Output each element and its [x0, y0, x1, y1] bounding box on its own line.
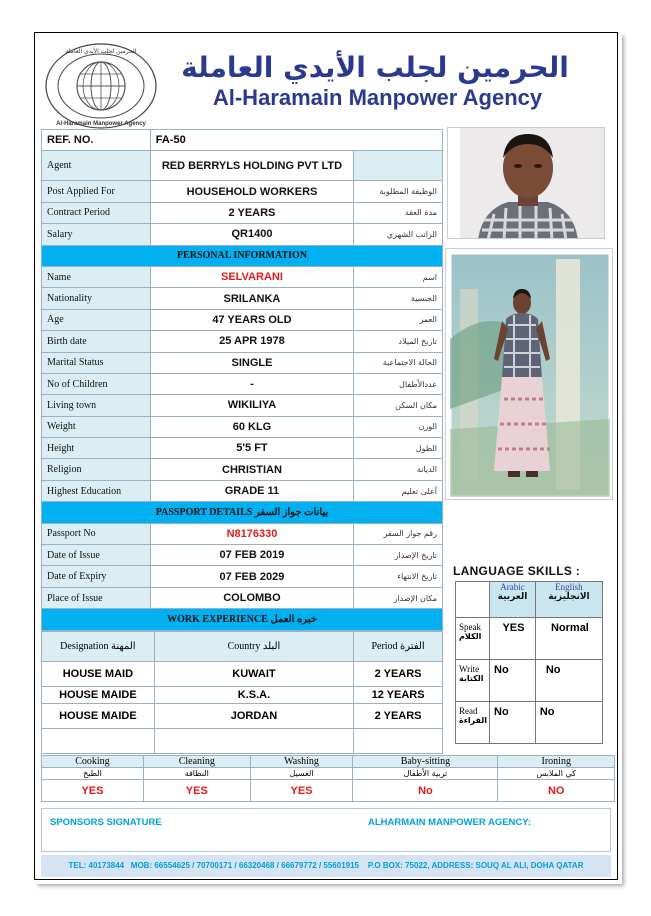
skill-label: Baby-sitting — [353, 756, 498, 768]
tel-value: 40173844 — [88, 861, 125, 870]
read-english: No — [535, 702, 602, 744]
children-label: No of Children — [42, 373, 151, 394]
english-header-label: English — [555, 582, 583, 592]
salary-ar: الراتب الشهري — [354, 224, 443, 245]
post-label: Post Applied For — [42, 181, 151, 202]
agent-ar — [354, 151, 443, 181]
education-value: GRADE 11 — [150, 480, 353, 501]
skill-label: Washing — [250, 756, 353, 768]
height-value: 5'5 FT — [150, 438, 353, 459]
personal-section-title: PERSONAL INFORMATION — [42, 245, 443, 266]
sponsor-signature-label: SPONSORS SIGNATURE — [50, 817, 162, 828]
name-ar: اسم — [354, 266, 443, 287]
english-header — [535, 582, 602, 618]
name-label: Name — [42, 266, 151, 287]
marital-label: Marital Status — [42, 352, 151, 373]
speak-label-ar: الكلام — [459, 632, 482, 641]
globe-logo — [43, 41, 159, 131]
weight-label: Weight — [42, 416, 151, 437]
country-header: Country البلد — [154, 632, 353, 662]
issue-date-label: Date of Issue — [42, 545, 151, 566]
passport-section-title: PASSPORT DETAILS بيانات جواز السفر — [42, 502, 443, 523]
ref-label: REF. NO. — [42, 130, 151, 151]
speak-label-en: Speak — [459, 622, 481, 632]
education-label: Highest Education — [42, 480, 151, 501]
agency-arabic-name: الحرمين لجلب الأيدي العاملة — [181, 51, 569, 84]
height-ar: الطول — [354, 438, 443, 459]
write-arabic: No — [490, 660, 536, 702]
work-designation — [42, 729, 155, 754]
skill-value: No — [353, 780, 498, 802]
designation-header: Designation المهنة — [42, 632, 155, 662]
write-label-ar: الكتابة — [459, 674, 484, 683]
ref-value: FA-50 — [150, 130, 442, 151]
education-ar: أعلى تعليم — [354, 480, 443, 501]
religion-label: Religion — [42, 459, 151, 480]
town-value: WIKILIYA — [150, 395, 353, 416]
weight-ar: الوزن — [354, 416, 443, 437]
skill-label-ar: الطبخ — [42, 768, 144, 780]
issue-date-value: 07 FEB 2019 — [150, 545, 353, 566]
skill-value: NO — [498, 780, 615, 802]
age-ar: العمر — [354, 309, 443, 330]
skill-value: YES — [143, 780, 250, 802]
birthdate-ar: تاريخ الميلاد — [354, 331, 443, 352]
height-label: Height — [42, 438, 151, 459]
age-label: Age — [42, 309, 151, 330]
logo-text-top: الحرمين لجلب الأيدي العاملة — [65, 48, 137, 55]
work-period: 2 YEARS — [354, 704, 443, 729]
write-label — [456, 660, 490, 702]
religion-ar: الديانة — [354, 459, 443, 480]
contract-ar: مدة العقد — [354, 202, 443, 223]
speak-english: Normal — [535, 618, 602, 660]
nationality-value: SRILANKA — [150, 288, 353, 309]
agent-label: Agent — [42, 151, 151, 181]
nationality-ar: الجنسية — [354, 288, 443, 309]
write-english: No — [535, 660, 602, 702]
skill-label: Ironing — [498, 756, 615, 768]
contact-footer — [41, 855, 611, 877]
children-ar: عددالأطفال — [354, 373, 443, 394]
language-skills-title: LANGUAGE SKILLS : — [453, 564, 581, 578]
issue-place-ar: مكان الإصدار — [354, 587, 443, 608]
work-period: 2 YEARS — [354, 662, 443, 687]
speak-label — [456, 618, 490, 660]
expiry-date-label: Date of Expiry — [42, 566, 151, 587]
work-designation: HOUSE MAIDE — [42, 704, 155, 729]
expiry-date-ar: تاريخ الانتهاء — [354, 566, 443, 587]
arabic-header — [490, 582, 536, 618]
language-table — [455, 581, 603, 744]
skill-label-ar: النظافة — [143, 768, 250, 780]
town-label: Living town — [42, 395, 151, 416]
age-value: 47 YEARS OLD — [150, 309, 353, 330]
issue-place-value: COLOMBO — [150, 587, 353, 608]
town-ar: مكان السكن — [354, 395, 443, 416]
arabic-header-ar: العربية — [497, 592, 528, 602]
skill-label-ar: كي الملابس — [498, 768, 615, 780]
portrait-photo — [447, 127, 605, 239]
agency-english-name: Al-Haramain Manpower Agency — [212, 85, 543, 110]
write-label-en: Write — [459, 664, 480, 674]
period-header: Period الفترة — [354, 632, 443, 662]
post-value: HOUSEHOLD WORKERS — [150, 181, 353, 202]
work-designation: HOUSE MAID — [42, 662, 155, 687]
issue-date-ar: تاريخ الإصدار — [354, 545, 443, 566]
birthdate-value: 25 APR 1978 — [150, 331, 353, 352]
po-label: P.O BOX: — [367, 861, 403, 870]
contract-value: 2 YEARS — [150, 202, 353, 223]
language-corner — [456, 582, 490, 618]
arabic-header-label: Arabic — [500, 582, 525, 592]
full-body-photo — [445, 248, 613, 500]
skill-label: Cleaning — [143, 756, 250, 768]
issue-place-label: Place of Issue — [42, 587, 151, 608]
work-country: JORDAN — [154, 704, 353, 729]
passport-no-label: Passport No — [42, 523, 151, 544]
po-value: 75022, ADDRESS: SOUQ AL ALI, DOHA QATAR — [405, 861, 584, 870]
read-arabic: No — [490, 702, 536, 744]
work-period — [354, 729, 443, 754]
mob-value: 66554625 / 70700171 / 66320468 / 66679772 / 55601915 — [154, 861, 359, 870]
tel-label: TEL: — [68, 861, 87, 870]
work-designation: HOUSE MAIDE — [42, 687, 155, 704]
marital-ar: الحالة الاجتماعية — [354, 352, 443, 373]
agency-signature-label: ALHARMAIN MANPOWER AGENCY: — [368, 817, 532, 828]
work-country — [154, 729, 353, 754]
birthdate-label: Birth date — [42, 331, 151, 352]
read-label — [456, 702, 490, 744]
nationality-label: Nationality — [42, 288, 151, 309]
salary-label: Salary — [42, 224, 151, 245]
skill-value: YES — [250, 780, 353, 802]
work-table — [41, 631, 443, 754]
signature-box — [41, 808, 611, 852]
work-country: K.S.A. — [154, 687, 353, 704]
weight-value: 60 KLG — [150, 416, 353, 437]
agent-value: RED BERRYLS HOLDING PVT LTD — [150, 151, 353, 181]
read-label-en: Read — [459, 706, 478, 716]
info-table — [41, 129, 443, 631]
english-header-ar: الانجليزية — [548, 592, 590, 602]
skill-value: YES — [42, 780, 144, 802]
skills-table — [41, 755, 615, 802]
read-label-ar: القراءة — [459, 716, 488, 725]
work-section-title: WORK EXPERIENCE خبره العمل — [42, 609, 443, 630]
skill-label-ar: الغسيل — [250, 768, 353, 780]
post-ar: الوظيفة المطلوبة — [354, 181, 443, 202]
salary-value: QR1400 — [150, 224, 353, 245]
speak-arabic: YES — [490, 618, 536, 660]
skill-label: Cooking — [42, 756, 144, 768]
expiry-date-value: 07 FEB 2029 — [150, 566, 353, 587]
logo-text-bottom: Al-Haramain Manpower Agency — [56, 121, 146, 127]
cv-page — [34, 32, 618, 880]
work-country: KUWAIT — [154, 662, 353, 687]
skill-label-ar: تربية الأطفال — [353, 768, 498, 780]
contract-label: Contract Period — [42, 202, 151, 223]
name-value: SELVARANI — [150, 266, 353, 287]
mob-label: MOB: — [130, 861, 153, 870]
work-period: 12 YEARS — [354, 687, 443, 704]
passport-no-ar: رقم جواز السفر — [354, 523, 443, 544]
children-value: - — [150, 373, 353, 394]
marital-value: SINGLE — [150, 352, 353, 373]
passport-no-value: N8176330 — [150, 523, 353, 544]
religion-value: CHRISTIAN — [150, 459, 353, 480]
